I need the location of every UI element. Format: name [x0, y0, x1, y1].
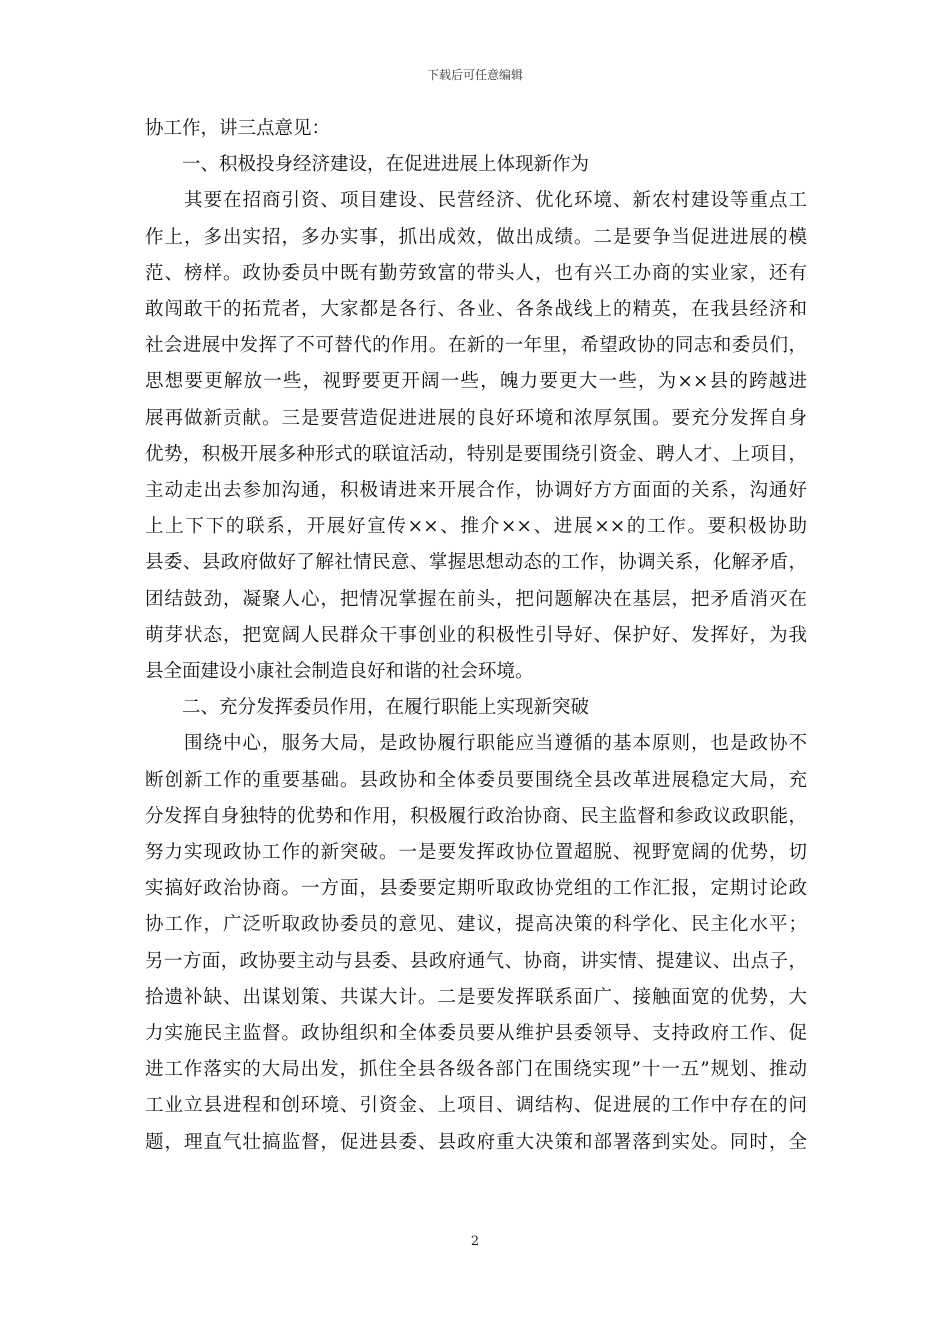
text-line: 工业立县进程和创环境、引资金、上项目、调结构、促进展的工作中存在的问: [145, 1095, 807, 1116]
text-line: 作上，多出实招，多办实事，抓出成效，做出成绩。二是要争当促进进展的模: [145, 227, 807, 248]
text-line: 主动走出去参加沟通，积极请进来开展合作，协调好方方面面的关系，沟通好: [145, 480, 807, 501]
text-line: 实搞好政治协商。一方面，县委要定期听取政协党组的工作汇报，定期讨论政: [145, 878, 807, 899]
text-line: 拾遗补缺、出谋划策、共谋大计。二是要发挥联系面广、接触面宽的优势，大: [145, 987, 807, 1008]
text-line: 分发挥自身独特的优势和作用，积极履行政治协商、民主监督和参政议政职能，: [145, 806, 807, 827]
text-line: 县委、县政府做好了解社情民意、掌握思想动态的工作，协调关系，化解矛盾，: [145, 552, 807, 573]
text-line: 社会进展中发挥了不可替代的作用。在新的一年里，希望政协的同志和委员们，: [145, 335, 807, 356]
text-line: 优势，积极开展多种形式的联谊活动，特别是要围绕引资金、聘人才、上项目，: [145, 444, 807, 465]
text-line: 进工作落实的大局出发，抓住全县各级各部门在围绕实现”十一五”规划、推动: [145, 1059, 807, 1080]
text-line: 协工作，广泛听取政协委员的意见、建议，提高决策的科学化、民主化水平；: [145, 914, 807, 935]
text-line: 力实施民主监督。政协组织和全体委员要从维护县委领导、支持政府工作、促: [145, 1023, 807, 1044]
section-heading: 一、积极投身经济建设，在促进进展上体现新作为: [145, 154, 590, 175]
text-line: 思想要更解放一些，视野要更开阔一些，魄力要更大一些，为××县的跨越进: [145, 371, 807, 392]
text-line: 县全面建设小康社会制造良好和谐的社会环境。: [145, 661, 534, 682]
text-line: 团结鼓劲，凝聚人心，把情况掌握在前头，把问题解决在基层，把矛盾消灭在: [145, 589, 807, 610]
page-number: 2: [470, 1234, 480, 1249]
section-heading: 二、充分发挥委员作用，在履行职能上实现新突破: [145, 697, 590, 718]
text-line: 萌芽状态，把宽阔人民群众干事创业的积极性引导好、保护好、发挥好，为我: [145, 625, 807, 646]
text-line: 上上下下的联系，开展好宣传××、推介××、进展××的工作。要积极协助: [145, 516, 807, 537]
text-line: 范、榜样。政协委员中既有勤劳致富的带头人，也有兴工办商的实业家，还有: [145, 263, 807, 284]
text-line: 另一方面，政协要主动与县委、县政府通气、协商，讲实情、提建议、出点子，: [145, 951, 807, 972]
text-line: 围绕中心，服务大局，是政协履行职能应当遵循的基本原则，也是政协不: [145, 733, 807, 754]
text-line: 协工作，讲三点意见：: [145, 118, 331, 139]
text-line: 题，理直气壮搞监督，促进县委、县政府重大决策和部署落到实处。同时，全: [145, 1132, 807, 1153]
text-line: 其要在招商引资、项目建设、民营经济、优化环境、新农村建设等重点工: [145, 190, 807, 211]
text-line: 展再做新贡献。三是要营造促进进展的良好环境和浓厚氛围。要充分发挥自身: [145, 408, 807, 429]
text-line: 断创新工作的重要基础。县政协和全体委员要围绕全县改革进展稳定大局，充: [145, 770, 807, 791]
text-line: 敢闯敢干的拓荒者，大家都是各行、各业、各条战线上的精英，在我县经济和: [145, 299, 807, 320]
page-header: 下载后可任意编辑: [426, 68, 523, 82]
text-line: 努力实现政协工作的新突破。一是要发挥政协位置超脱、视野宽阔的优势，切: [145, 842, 807, 863]
